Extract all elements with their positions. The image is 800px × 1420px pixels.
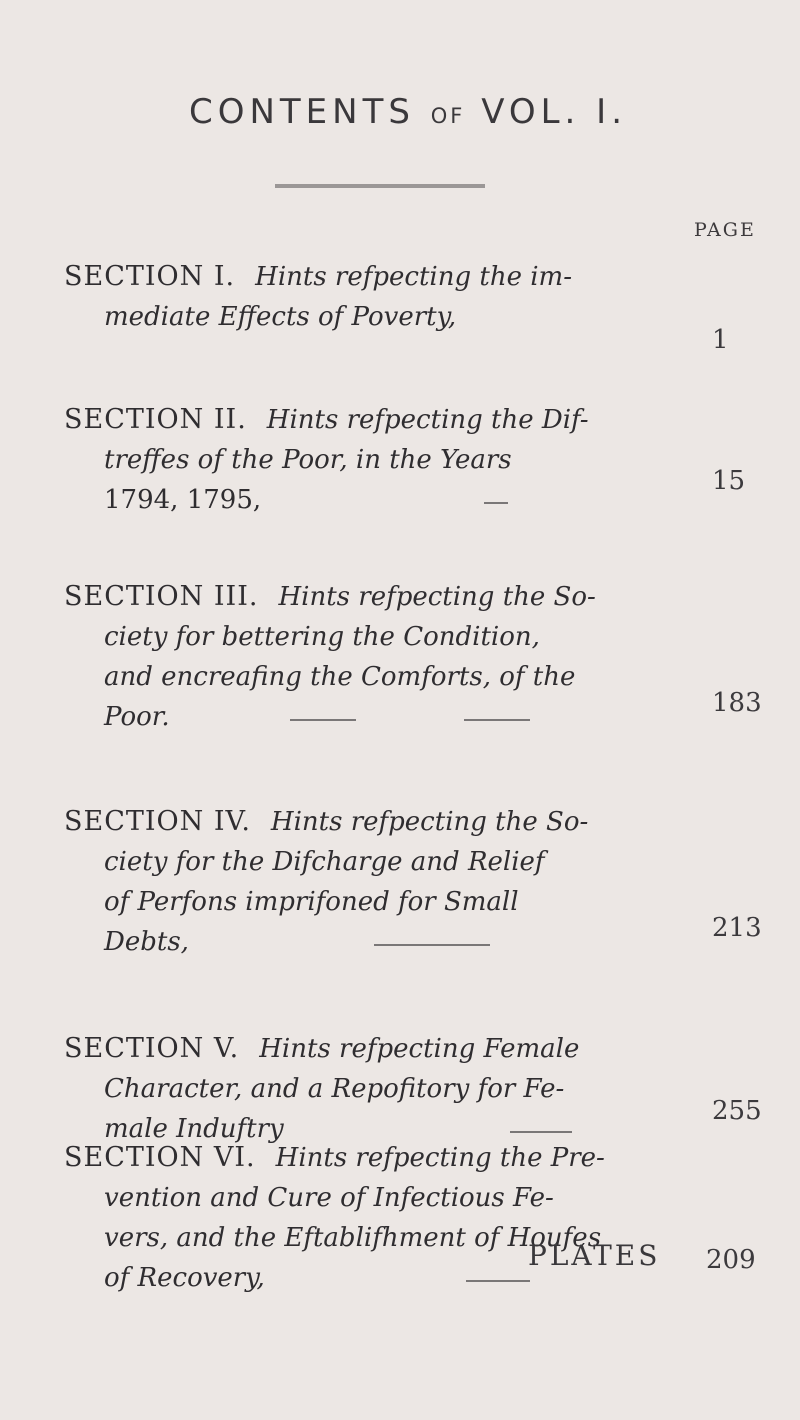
toc-entry-section-5	[64, 1029, 684, 1149]
section-title-line: Hints refpecting the Dif-	[266, 405, 589, 435]
toc-entry-section-3	[64, 577, 684, 737]
section-title-line: and encreafing the Comforts, of the	[104, 662, 576, 692]
section-title-line: Poor.	[104, 702, 170, 732]
title-contents: CONTENTS	[188, 92, 415, 132]
page-column-heading: PAGE	[694, 219, 756, 241]
leader-dash	[484, 502, 508, 504]
section-title-line: mediate Effects of Poverty,	[104, 302, 457, 332]
title-volume: VOL. I.	[481, 92, 628, 132]
toc-entry-section-6	[64, 1138, 684, 1298]
toc-entry-section-1	[64, 257, 684, 337]
page-number: 183	[712, 688, 762, 718]
leader-dash	[290, 719, 356, 721]
section-title-line: ciety for the Difcharge and Relief	[104, 847, 545, 877]
leader-dash	[510, 1131, 572, 1133]
section-title-line: Hints refpecting the So-	[270, 807, 589, 837]
page-number: 209	[706, 1245, 756, 1275]
section-title-line: Hints refpecting Female	[259, 1034, 580, 1064]
leader-dash	[466, 1280, 530, 1282]
section-title-line: of Perfons imprifoned for Small	[104, 887, 519, 917]
title-of: OF	[430, 104, 466, 128]
section-label: SECTION II.	[64, 404, 247, 435]
section-title-line: Hints refpecting the So-	[278, 582, 596, 612]
page-number: 1	[712, 325, 729, 355]
leader-dash	[374, 944, 490, 946]
section-title-line: Debts,	[104, 927, 189, 957]
section-title-line: ciety for bettering the Condition,	[104, 622, 540, 652]
leader-dash	[464, 719, 530, 721]
page-number: 255	[712, 1096, 762, 1126]
page-title	[0, 92, 800, 132]
section-title-line: vention and Cure of Infectious Fe-	[104, 1183, 554, 1213]
catchword: PLATES	[528, 1239, 661, 1272]
section-title-line: vers, and the Eftablifhment of Houfes	[104, 1223, 602, 1253]
section-label: SECTION IV.	[64, 806, 251, 837]
page-number: 213	[712, 913, 762, 943]
toc-entry-section-4	[64, 802, 684, 962]
toc-entry-section-2	[64, 400, 684, 520]
section-label: SECTION I.	[64, 261, 236, 292]
section-label: SECTION III.	[64, 581, 259, 612]
section-title-line: treffes of the Poor, in the Years	[104, 445, 512, 475]
section-label: SECTION VI.	[64, 1142, 256, 1173]
section-title-line: male Induftry	[104, 1114, 284, 1144]
section-title-line: Hints refpecting the Pre-	[275, 1143, 605, 1173]
section-title-line: Character, and a Repofitory for Fe-	[104, 1074, 565, 1104]
section-label: SECTION V.	[64, 1033, 240, 1064]
page-number: 15	[712, 466, 746, 496]
section-title-line: 1794, 1795,	[104, 485, 262, 515]
section-title-line: of Recovery,	[104, 1263, 265, 1293]
title-rule	[275, 184, 485, 188]
section-title-line: Hints refpecting the im-	[255, 262, 572, 292]
